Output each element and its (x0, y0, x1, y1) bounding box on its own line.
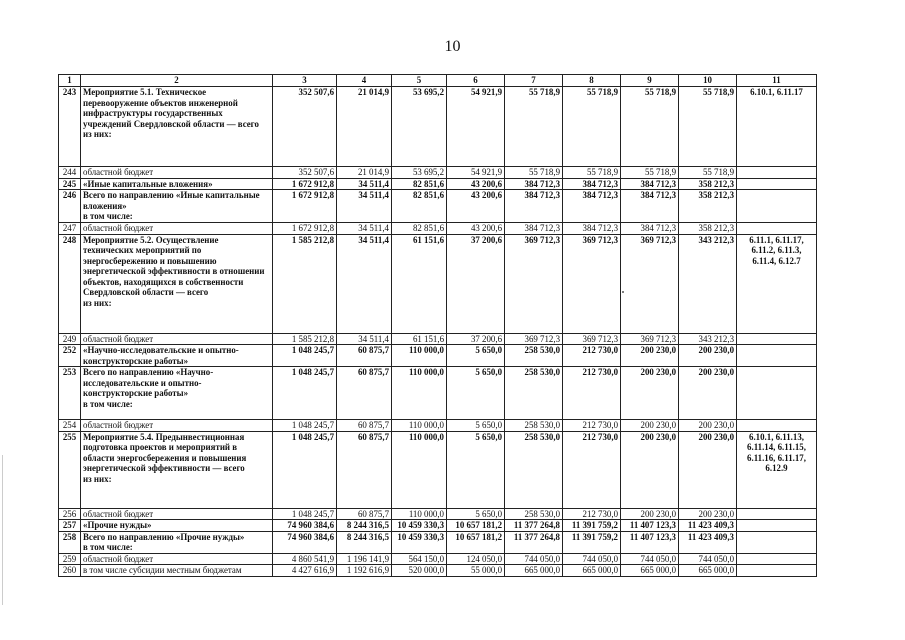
value-cell: 5 650,0 (447, 508, 505, 520)
value-cell: 369 712,3 (563, 234, 621, 333)
column-header: 11 (737, 75, 817, 87)
value-cell: 384 712,3 (621, 190, 679, 223)
column-header: 1 (59, 75, 81, 87)
target-codes (737, 553, 817, 565)
value-cell: 212 730,0 (563, 508, 621, 520)
value-cell: 200 230,0 (621, 431, 679, 508)
value-cell: 1 048 245,7 (273, 431, 337, 508)
value-cell: 384 712,3 (505, 178, 563, 190)
row-name: Мероприятие 5.2. Осуществление технических мероприятий по энергосбережению и повышению энергетической эффективности в отношении объектов, находящихся в собственности Свердловской области — всего из них: (81, 234, 273, 333)
value-cell: 11 423 409,3 (679, 520, 737, 532)
value-cell: 200 230,0 (679, 420, 737, 432)
table-body (59, 87, 817, 577)
value-cell: 212 730,0 (563, 345, 621, 367)
value-cell: 43 200,6 (447, 178, 505, 190)
row-number: 243 (59, 87, 81, 167)
value-cell: 8 244 316,5 (337, 520, 392, 532)
value-cell: 37 200,6 (447, 234, 505, 333)
column-header: 5 (392, 75, 447, 87)
row-name: Мероприятие 5.4. Предынвестиционная подготовка проектов и мероприятий в области энергосбережения и повышения энергетической эффективности — всего из них: (81, 431, 273, 508)
row-name: областной бюджет (81, 167, 273, 179)
value-cell: 258 530,0 (505, 420, 563, 432)
row-name: Всего по направлению «Прочие нужды» в том числе: (81, 531, 273, 553)
value-cell: 5 650,0 (447, 345, 505, 367)
value-cell: 369 712,3 (563, 333, 621, 345)
table-row (59, 87, 817, 167)
value-cell: 11 407 123,3 (621, 531, 679, 553)
value-cell: 1 048 245,7 (273, 508, 337, 520)
column-header: 4 (337, 75, 392, 87)
column-header: 6 (447, 75, 505, 87)
value-cell: 258 530,0 (505, 508, 563, 520)
target-codes (737, 167, 817, 179)
value-cell: 55 718,9 (679, 87, 737, 167)
value-cell: 200 230,0 (679, 367, 737, 420)
value-cell: 744 050,0 (505, 553, 563, 565)
target-codes (737, 345, 817, 367)
row-name: Всего по направлению «Иные капитальные вложения» в том числе: (81, 190, 273, 223)
table-row (59, 565, 817, 577)
column-header: 8 (563, 75, 621, 87)
value-cell: 358 212,3 (679, 190, 737, 223)
row-number: 259 (59, 553, 81, 565)
value-cell: 384 712,3 (621, 223, 679, 235)
value-cell: 1 585 212,8 (273, 333, 337, 345)
value-cell: 212 730,0 (563, 420, 621, 432)
value-cell: 1 048 245,7 (273, 367, 337, 420)
row-number: 246 (59, 190, 81, 223)
column-header: 7 (505, 75, 563, 87)
value-cell: 200 230,0 (621, 420, 679, 432)
value-cell: 124 050,0 (447, 553, 505, 565)
row-name: областной бюджет (81, 508, 273, 520)
value-cell: 200 230,0 (679, 345, 737, 367)
value-cell: 1 192 616,9 (337, 565, 392, 577)
value-cell: 384 712,3 (621, 178, 679, 190)
value-cell: 11 391 759,2 (563, 531, 621, 553)
value-cell: 744 050,0 (679, 553, 737, 565)
table-row (59, 223, 817, 235)
value-cell: 82 851,6 (392, 223, 447, 235)
row-name: «Иные капитальные вложения» (81, 178, 273, 190)
target-codes: 6.11.1, 6.11.17, 6.11.2, 6.11.3, 6.11.4, 6.12.7 (737, 234, 817, 333)
value-cell: 10 459 330,3 (392, 531, 447, 553)
value-cell: 11 377 264,8 (505, 520, 563, 532)
value-cell: 54 921,9 (447, 87, 505, 167)
value-cell: 55 718,9 (621, 87, 679, 167)
value-cell: 55 718,9 (679, 167, 737, 179)
value-cell: 74 960 384,6 (273, 531, 337, 553)
value-cell: 200 230,0 (679, 431, 737, 508)
target-codes (737, 420, 817, 432)
target-codes (737, 565, 817, 577)
value-cell: 200 230,0 (621, 345, 679, 367)
value-cell: 10 657 181,2 (447, 531, 505, 553)
value-cell: 200 230,0 (621, 367, 679, 420)
table-row (59, 553, 817, 565)
table-row (59, 345, 817, 367)
value-cell: 665 000,0 (679, 565, 737, 577)
value-cell: 110 000,0 (392, 420, 447, 432)
target-codes (737, 367, 817, 420)
value-cell: 82 851,6 (392, 190, 447, 223)
value-cell: 55 718,9 (563, 167, 621, 179)
row-name: Всего по направлению «Научно-исследовательские и опытно-конструкторские работы» в том числе: (81, 367, 273, 420)
row-number: 257 (59, 520, 81, 532)
value-cell: 34 511,4 (337, 178, 392, 190)
value-cell: 55 718,9 (505, 87, 563, 167)
value-cell: 369 712,3 (621, 234, 679, 333)
value-cell: 744 050,0 (563, 553, 621, 565)
value-cell: 200 230,0 (621, 508, 679, 520)
row-name: в том числе субсидии местным бюджетам (81, 565, 273, 577)
budget-table (58, 74, 817, 577)
table-row (59, 420, 817, 432)
value-cell: 43 200,6 (447, 190, 505, 223)
value-cell: 258 530,0 (505, 431, 563, 508)
value-cell: 55 718,9 (505, 167, 563, 179)
target-codes (737, 223, 817, 235)
target-codes (737, 333, 817, 345)
value-cell: 110 000,0 (392, 508, 447, 520)
value-cell: 4 860 541,9 (273, 553, 337, 565)
value-cell: 358 212,3 (679, 178, 737, 190)
value-cell: 343 212,3 (679, 234, 737, 333)
value-cell: 564 150,0 (392, 553, 447, 565)
row-number: 255 (59, 431, 81, 508)
row-number: 245 (59, 178, 81, 190)
value-cell: 212 730,0 (563, 431, 621, 508)
value-cell: 110 000,0 (392, 345, 447, 367)
row-name: областной бюджет (81, 553, 273, 565)
row-name: областной бюджет (81, 333, 273, 345)
table-row (59, 431, 817, 508)
value-cell: 1 672 912,8 (273, 223, 337, 235)
value-cell: 258 530,0 (505, 345, 563, 367)
value-cell: 82 851,6 (392, 178, 447, 190)
value-cell: 212 730,0 (563, 367, 621, 420)
row-number: 253 (59, 367, 81, 420)
value-cell: 60 875,7 (337, 367, 392, 420)
value-cell: 384 712,3 (505, 190, 563, 223)
value-cell: 43 200,6 (447, 223, 505, 235)
value-cell: 5 650,0 (447, 420, 505, 432)
value-cell: 665 000,0 (621, 565, 679, 577)
value-cell: 34 511,4 (337, 223, 392, 235)
column-header: 2 (81, 75, 273, 87)
target-codes: 6.10.1, 6.11.17 (737, 87, 817, 167)
target-codes (737, 531, 817, 553)
value-cell: 10 459 330,3 (392, 520, 447, 532)
table-row (59, 178, 817, 190)
row-name: «Научно-исследовательские и опытно-конструкторские работы» (81, 345, 273, 367)
value-cell: 1 672 912,8 (273, 178, 337, 190)
value-cell: 34 511,4 (337, 333, 392, 345)
row-number: 254 (59, 420, 81, 432)
value-cell: 37 200,6 (447, 333, 505, 345)
row-name: «Прочие нужды» (81, 520, 273, 532)
value-cell: 60 875,7 (337, 508, 392, 520)
scan-speck (622, 291, 624, 293)
value-cell: 5 650,0 (447, 367, 505, 420)
row-name: областной бюджет (81, 420, 273, 432)
value-cell: 520 000,0 (392, 565, 447, 577)
target-codes (737, 508, 817, 520)
row-number: 249 (59, 333, 81, 345)
row-number: 248 (59, 234, 81, 333)
table-row (59, 167, 817, 179)
value-cell: 384 712,3 (563, 178, 621, 190)
row-name: Мероприятие 5.1. Техническое перевооружение объектов инженерной инфраструктуры государственных учреждений Свердловской области — всего из них: (81, 87, 273, 167)
value-cell: 343 212,3 (679, 333, 737, 345)
value-cell: 55 718,9 (563, 87, 621, 167)
value-cell: 1 048 245,7 (273, 420, 337, 432)
value-cell: 369 712,3 (505, 333, 563, 345)
table-row (59, 531, 817, 553)
table-row (59, 190, 817, 223)
row-number: 252 (59, 345, 81, 367)
value-cell: 53 695,2 (392, 167, 447, 179)
value-cell: 369 712,3 (621, 333, 679, 345)
column-header: 9 (621, 75, 679, 87)
value-cell: 74 960 384,6 (273, 520, 337, 532)
value-cell: 53 695,2 (392, 87, 447, 167)
value-cell: 384 712,3 (505, 223, 563, 235)
value-cell: 34 511,4 (337, 234, 392, 333)
row-name: областной бюджет (81, 223, 273, 235)
value-cell: 744 050,0 (621, 553, 679, 565)
value-cell: 200 230,0 (679, 508, 737, 520)
column-header: 10 (679, 75, 737, 87)
column-header: 3 (273, 75, 337, 87)
table-row (59, 367, 817, 420)
value-cell: 1 048 245,7 (273, 345, 337, 367)
table-row (59, 234, 817, 333)
value-cell: 352 507,6 (273, 87, 337, 167)
value-cell: 21 014,9 (337, 87, 392, 167)
value-cell: 1 196 141,9 (337, 553, 392, 565)
value-cell: 55 000,0 (447, 565, 505, 577)
table-row (59, 333, 817, 345)
value-cell: 384 712,3 (563, 223, 621, 235)
value-cell: 55 718,9 (621, 167, 679, 179)
target-codes (737, 178, 817, 190)
value-cell: 60 875,7 (337, 420, 392, 432)
row-number: 260 (59, 565, 81, 577)
value-cell: 54 921,9 (447, 167, 505, 179)
row-number: 247 (59, 223, 81, 235)
value-cell: 4 427 616,9 (273, 565, 337, 577)
target-codes (737, 520, 817, 532)
value-cell: 34 511,4 (337, 190, 392, 223)
value-cell: 665 000,0 (563, 565, 621, 577)
value-cell: 258 530,0 (505, 367, 563, 420)
value-cell: 11 423 409,3 (679, 531, 737, 553)
target-codes: 6.10.1, 6.11.13, 6.11.14, 6.11.15, 6.11.16, 6.11.17, 6.12.9 (737, 431, 817, 508)
value-cell: 21 014,9 (337, 167, 392, 179)
value-cell: 1 672 912,8 (273, 190, 337, 223)
value-cell: 61 151,6 (392, 234, 447, 333)
value-cell: 352 507,6 (273, 167, 337, 179)
value-cell: 60 875,7 (337, 345, 392, 367)
value-cell: 11 391 759,2 (563, 520, 621, 532)
table-row (59, 508, 817, 520)
row-number: 244 (59, 167, 81, 179)
value-cell: 384 712,3 (563, 190, 621, 223)
table-row (59, 520, 817, 532)
value-cell: 665 000,0 (505, 565, 563, 577)
header-row (59, 75, 817, 87)
target-codes (737, 190, 817, 223)
value-cell: 11 407 123,3 (621, 520, 679, 532)
value-cell: 11 377 264,8 (505, 531, 563, 553)
value-cell: 110 000,0 (392, 431, 447, 508)
value-cell: 60 875,7 (337, 431, 392, 508)
value-cell: 61 151,6 (392, 333, 447, 345)
value-cell: 369 712,3 (505, 234, 563, 333)
value-cell: 5 650,0 (447, 431, 505, 508)
value-cell: 110 000,0 (392, 367, 447, 420)
value-cell: 1 585 212,8 (273, 234, 337, 333)
row-number: 256 (59, 508, 81, 520)
value-cell: 358 212,3 (679, 223, 737, 235)
value-cell: 8 244 316,5 (337, 531, 392, 553)
row-number: 258 (59, 531, 81, 553)
scan-edge-line (2, 455, 3, 605)
page-number: 10 (444, 38, 461, 55)
value-cell: 10 657 181,2 (447, 520, 505, 532)
